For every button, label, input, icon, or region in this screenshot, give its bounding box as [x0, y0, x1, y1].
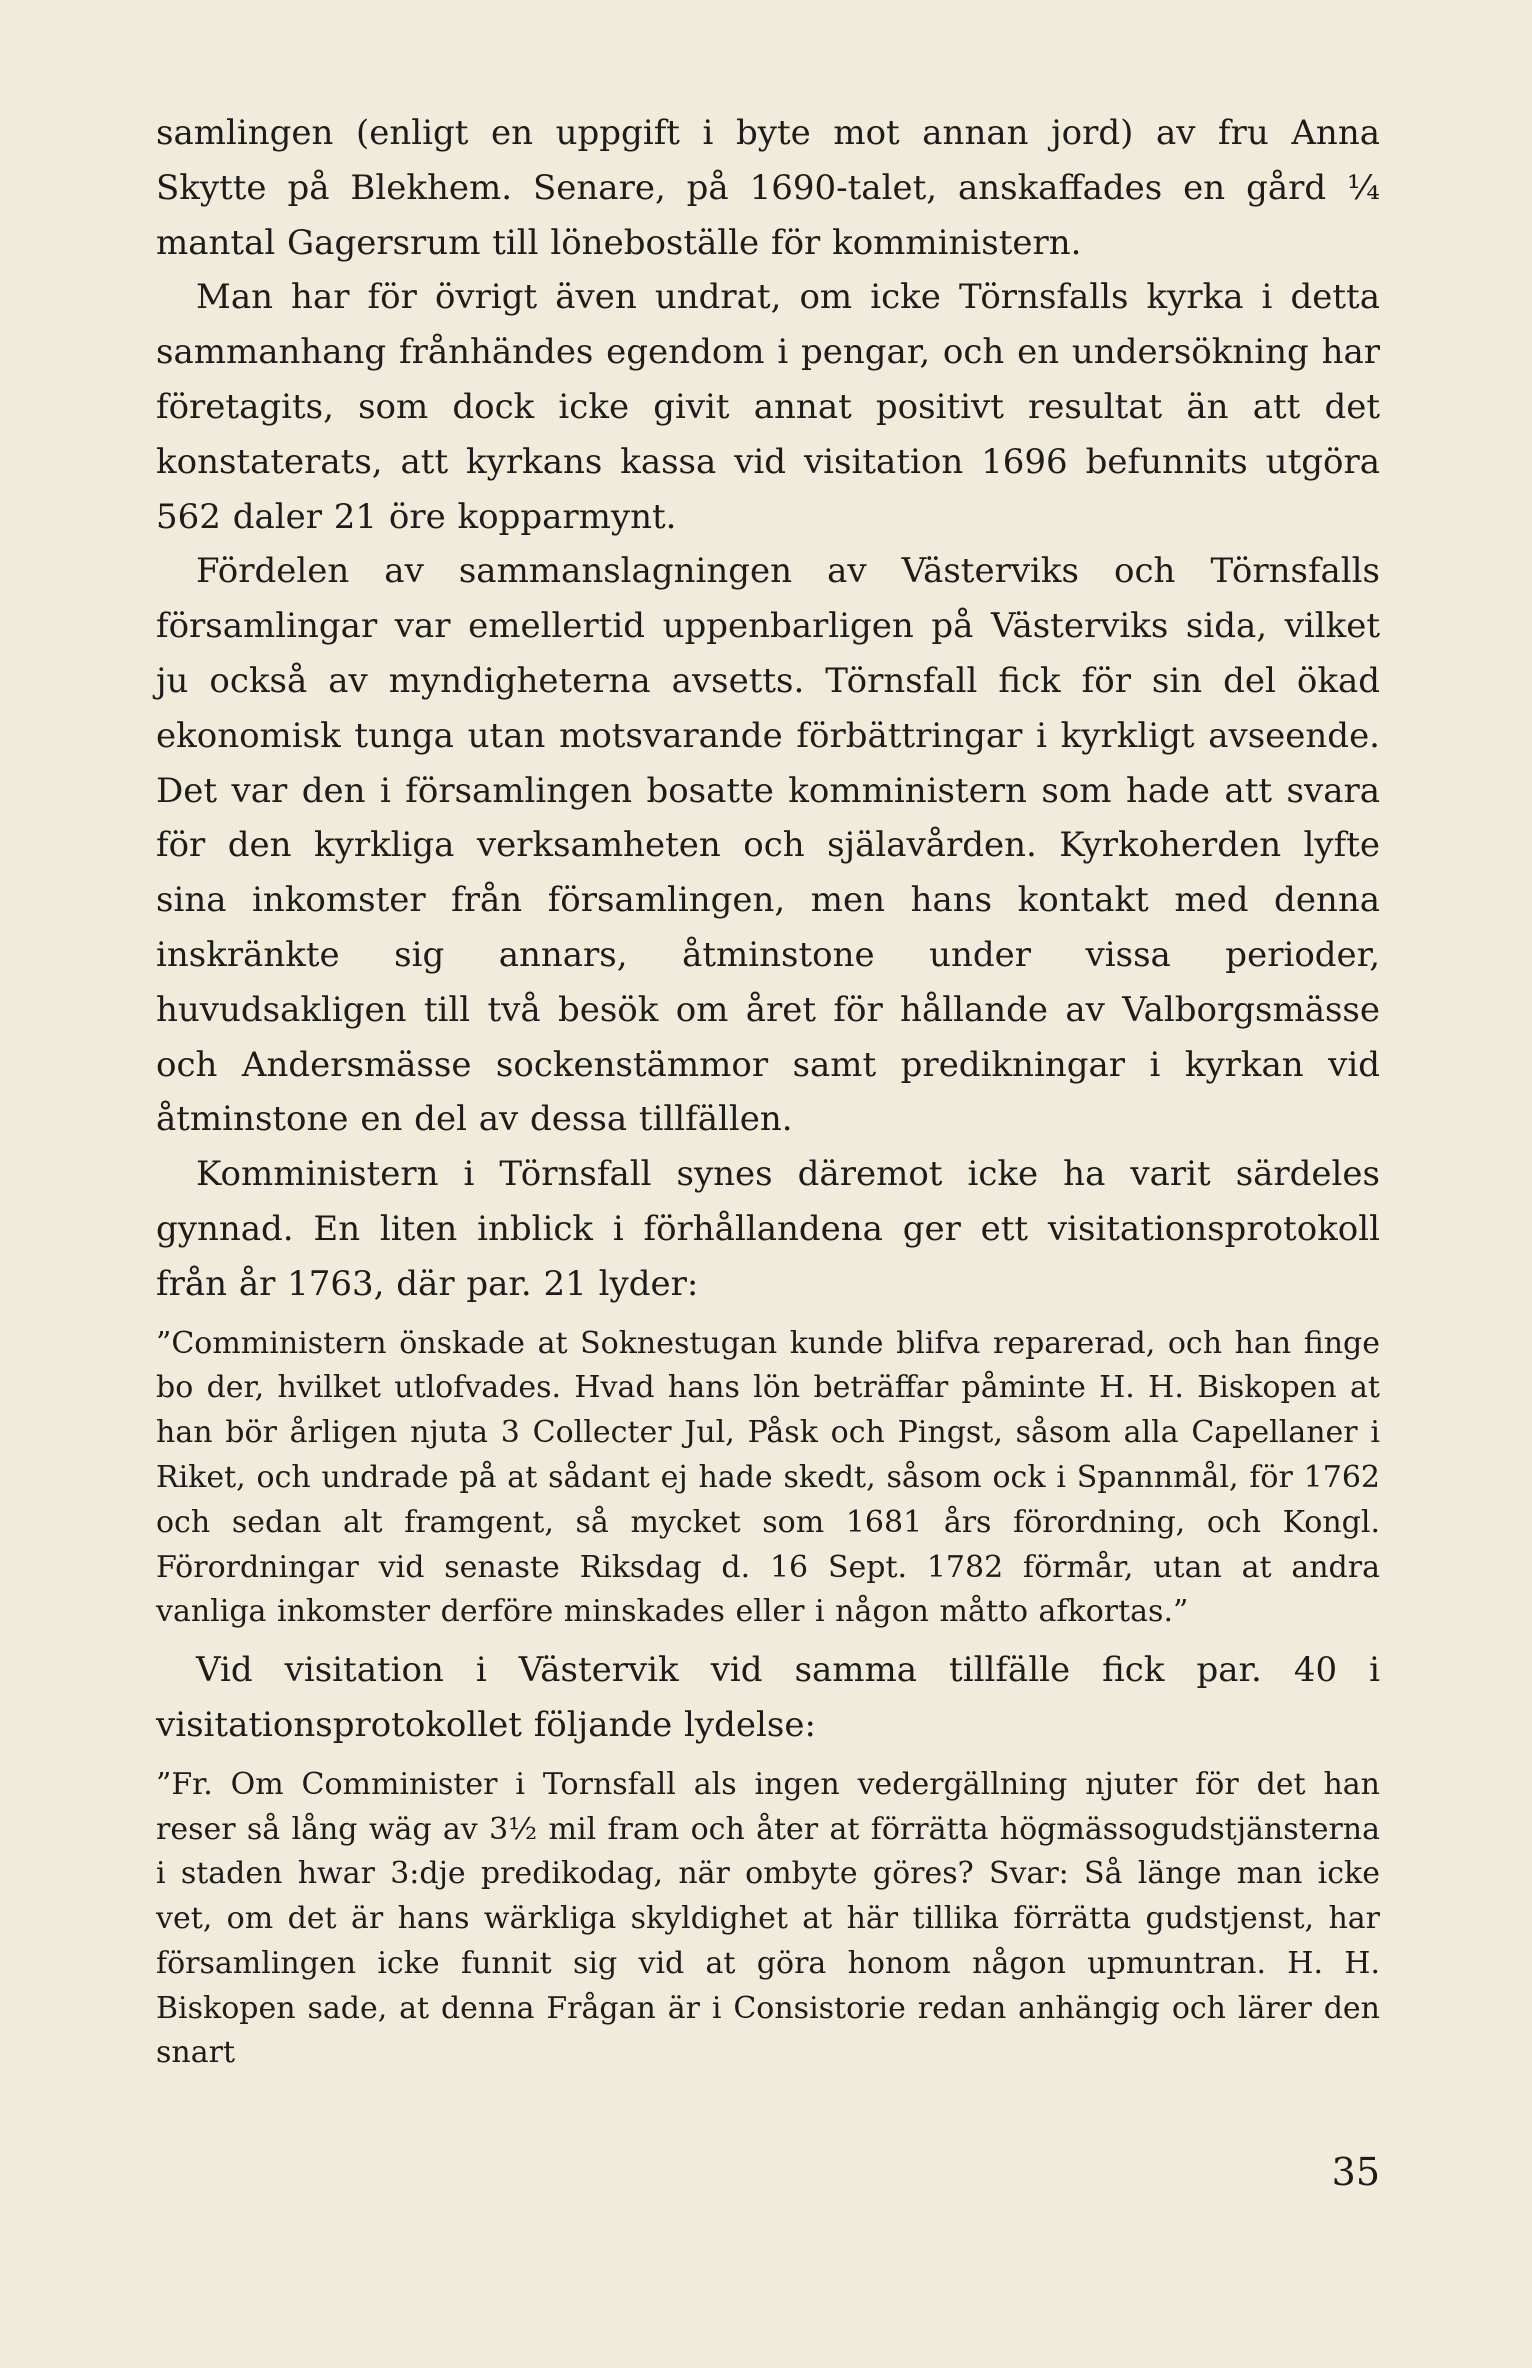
- spacer: [156, 1635, 1380, 1643]
- spacer: [156, 1753, 1380, 1763]
- paragraph-5: Vid visitation i Västervik vid samma tillfälle fick par. 40 i visitationsprotokollet följande lydelse:: [156, 1650, 1380, 1745]
- quote-paragraph-21: ”Comministern önskade at Soknestugan kunde blifva reparerad, och han finge bo der, hvilket utlofvades. Hvad hans lön beträffar påminte H. H. Biskopen at han bör årligen njuta 3 Collecter Jul, Påsk och Pingst, såsom alla Capellaner i Riket, och undrade på at sådant ej hade skedt, såsom ock i Spannmål, för 1762 och sedan alt framgent, så mycket som 1681 års förordning, och Kongl. Förordningar vid senaste Riksdag d. 16 Sept. 1782 förmår, utan at andra vanliga inkomster derföre minskades eller i någon måtto afkortas.”: [156, 1325, 1380, 1630]
- paragraph-3: Fördelen av sammanslagningen av Västerviks och Törnsfalls församlingar var emellertid uppenbarligen på Västerviks sida, vilket ju också av myndigheterna avsetts. Törnsfall fick för sin del ökad ekonomisk tunga utan motsvarande förbättringar i kyrkligt avseende. Det var den i församlingen bosatte komministern som hade att svara för den kyrkliga verksamheten och själavården. Kyrkoherden lyfte sina inkomster från församlingen, men hans kontakt med denna inskränkte sig annars, åtminstone under vissa perioder, huvudsakligen till två besök om året för hållande av Valborgsmässe och Andersmässe sockenstämmor samt predikningar i kyrkan vid åtminstone en del av dessa tillfällen.: [156, 551, 1380, 1140]
- page-number: 35: [1331, 2150, 1380, 2194]
- paragraph-2: Man har för övrigt även undrat, om icke Törnsfalls kyrka i detta sammanhang frånhändes egendom i pengar, och en undersökning har företagits, som dock icke givit annat positivt resultat än att det konstaterats, att kyrkans kassa vid visitation 1696 befunnits utgöra 562 daler 21 öre kopparmynt.: [156, 277, 1380, 537]
- paragraph-4: Komministern i Törnsfall synes däremot icke ha varit särdeles gynnad. En liten inblick i förhållandena ger ett visitationsprotokoll från år 1763, där par. 21 lyder:: [156, 1154, 1380, 1304]
- quote-paragraph-40: ”Fr. Om Comminister i Tornsfall als ingen vedergällning njuter för det han reser så lång wäg av 3½ mil fram och åter at förrätta högmässogudstjänsterna i staden hwar 3:dje predikodag, när ombyte göres? Svar: Så länge man icke vet, om det är hans wärkliga skyldighet at här tillika förrätta gudstjenst, har församlingen icke funnit sig vid at göra honom någon upmuntran. H. H. Biskopen sade, at denna Frågan är i Consistorie redan anhängig och lärer den snart: [156, 1766, 1380, 2071]
- paragraph-1: samlingen (enligt en uppgift i byte mot annan jord) av fru Anna Skytte på Blekhem. Senare, på 1690-talet, anskaffades en gård ¼ mantal Gagersrum till löneboställe för komministern.: [156, 113, 1380, 263]
- body-text: [156, 106, 1380, 2076]
- spacer: [156, 1312, 1380, 1322]
